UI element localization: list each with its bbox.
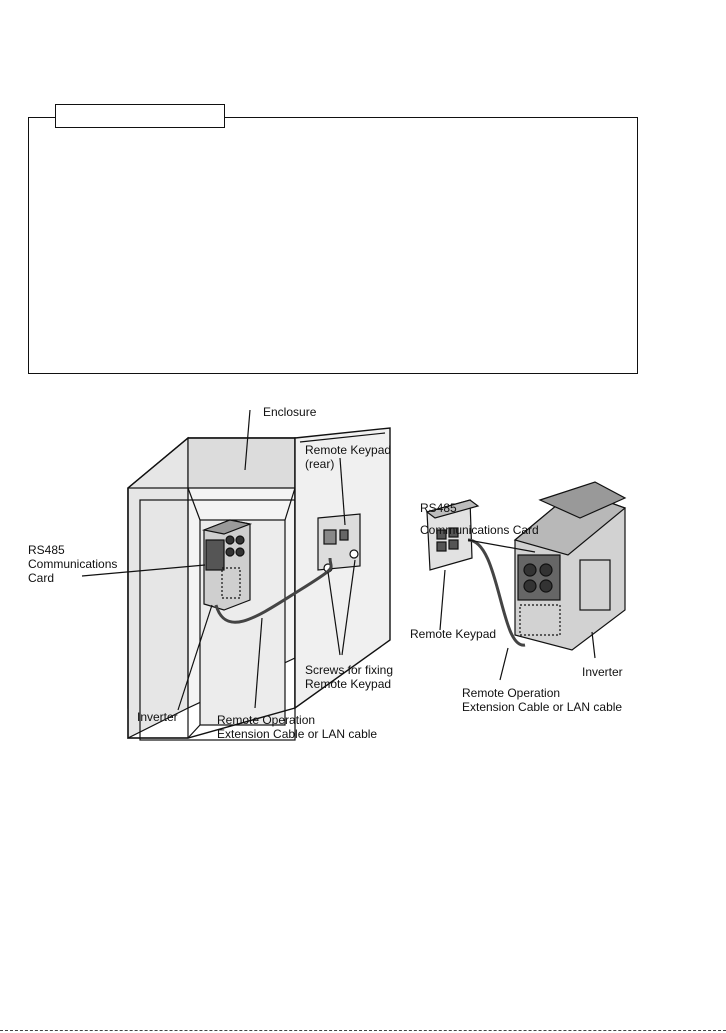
label-rs485-left-2: Communications bbox=[28, 557, 118, 571]
note-box bbox=[28, 117, 638, 374]
inverter-in-enclosure bbox=[204, 520, 250, 610]
label-keypad-rear-2: (rear) bbox=[305, 457, 335, 471]
label-inverter-right: Inverter bbox=[582, 665, 623, 679]
label-cable-left-1: Remote Operation bbox=[217, 713, 316, 727]
remote-keypad-rear bbox=[318, 514, 360, 572]
label-cable-left-2: Extension Cable or LAN cable bbox=[217, 727, 378, 741]
label-enclosure: Enclosure bbox=[263, 405, 317, 419]
installation-diagram bbox=[0, 390, 726, 750]
label-rs485-left-1: RS485 bbox=[28, 543, 65, 557]
label-rs485-left-3: Card bbox=[28, 571, 55, 585]
footer-rule bbox=[0, 1030, 726, 1031]
label-rs485-right-2: Communications Card bbox=[420, 523, 539, 537]
inverter-standalone bbox=[515, 482, 625, 650]
label-screws-2: Remote Keypad bbox=[305, 677, 392, 691]
label-cable-right-1: Remote Operation bbox=[462, 686, 561, 700]
label-cable-right-2: Extension Cable or LAN cable bbox=[462, 700, 623, 714]
note-box-tab bbox=[55, 104, 225, 128]
label-keypad-right: Remote Keypad bbox=[410, 627, 497, 641]
label-rs485-right-1: RS485 bbox=[420, 501, 457, 515]
label-screws-1: Screws for fixing bbox=[305, 663, 394, 677]
label-inverter-left: Inverter bbox=[137, 710, 178, 724]
label-keypad-rear-1: Remote Keypad bbox=[305, 443, 392, 457]
